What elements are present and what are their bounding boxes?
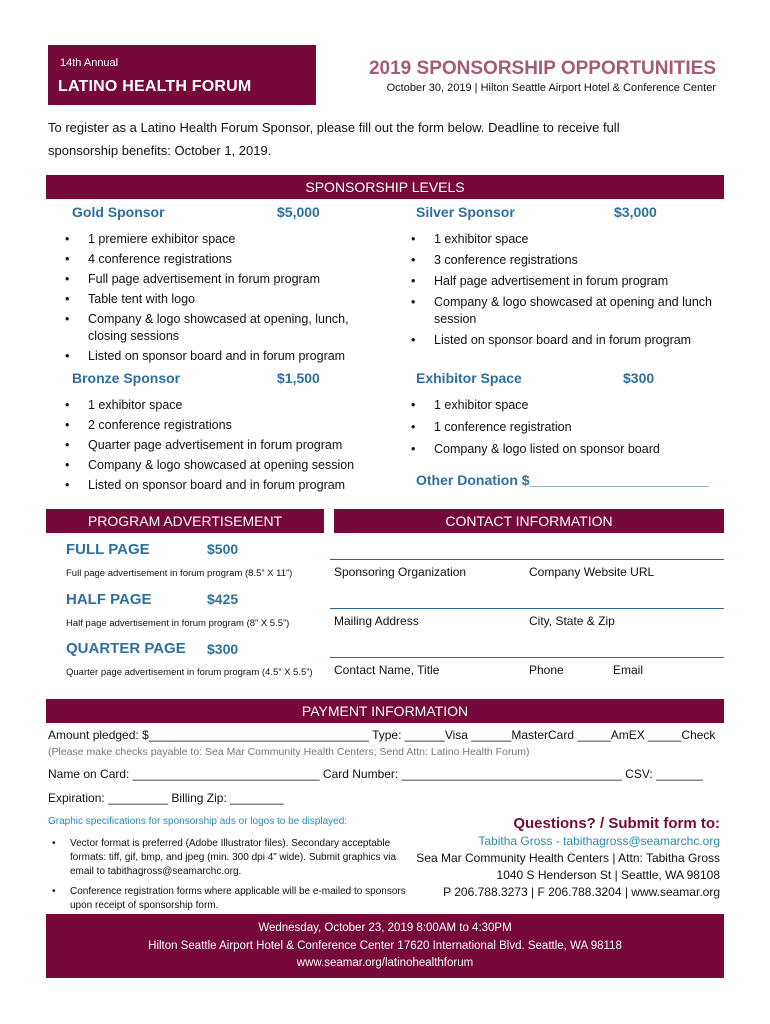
event-badge — [48, 45, 316, 105]
gold-benefits-list — [48, 231, 368, 368]
gold-sponsor-price: $5,000 — [277, 204, 320, 220]
event-subtitle: October 30, 2019 | Hilton Seattle Airport Hotel & Conference Center — [386, 82, 716, 94]
graphics-spec-list — [48, 837, 418, 919]
amount-pledged-line[interactable]: Amount pledged: $_________________________________ Type: ______Visa ______MasterCard _____AmEX _____Check — [48, 728, 716, 742]
list-item: • 1 exhibitor space — [48, 397, 378, 414]
questions-heading: Questions? / Submit form to: — [513, 815, 720, 832]
list-item: • Listed on sponsor board and in forum program — [48, 348, 368, 365]
footer-venue: Hilton Seattle Airport Hotel & Conference Center 17620 International Blvd. Seattle, WA 98118 — [148, 940, 622, 952]
phone-label: Phone — [529, 663, 564, 677]
quarter-page-ad-price: $300 — [207, 641, 239, 657]
quarter-page-ad-desc: Quarter page advertisement in forum program (4.5” X 5.5”) — [66, 667, 313, 678]
list-item: • 1 premiere exhibitor space — [48, 231, 368, 248]
payment-info-heading: PAYMENT INFORMATION — [46, 699, 724, 723]
intro-line-1: To register as a Latino Health Forum Sponsor, please fill out the form below. Deadline to receive full — [48, 120, 620, 135]
city-label: City, State & Zip — [529, 614, 615, 628]
full-page-ad-title: FULL PAGE — [66, 541, 150, 558]
half-page-ad-title: HALF PAGE — [66, 591, 152, 608]
contact-name-label: Contact Name, Title — [334, 663, 440, 677]
silver-sponsor-title: Silver Sponsor — [416, 204, 515, 220]
questions-contact-email[interactable]: Tabitha Gross - tabithagross@seamarchc.org — [478, 834, 720, 848]
questions-org: Sea Mar Community Health Centers | Attn: Tabitha Gross — [416, 851, 720, 865]
exhibitor-benefits-list — [394, 397, 724, 461]
quarter-page-ad-title: QUARTER PAGE — [66, 640, 186, 657]
page-title: 2019 SPONSORSHIP OPPORTUNITIES — [368, 58, 716, 79]
list-item: • Quarter page advertisement in forum program — [48, 437, 378, 454]
exhibitor-space-title: Exhibitor Space — [416, 370, 522, 386]
gold-sponsor-title: Gold Sponsor — [72, 204, 165, 220]
half-page-ad-desc: Half page advertisement in forum program (8” X 5.5”) — [66, 618, 290, 629]
edition-label: 14th Annual — [60, 57, 119, 69]
card-details-line[interactable]: Name on Card: ____________________________ Card Number: _________________________________ CSV: _______ — [48, 767, 703, 781]
list-item: • 3 conference registrations — [394, 252, 724, 269]
full-page-ad-desc: Full page advertisement in forum program (8.5” X 11”) — [66, 568, 293, 579]
sponsorship-levels-heading: SPONSORSHIP LEVELS — [46, 175, 724, 199]
expiration-line[interactable]: Expiration: _________ Billing Zip: ________ — [48, 791, 284, 805]
list-item: • Half page advertisement in forum program — [394, 273, 724, 290]
list-item: • Company & logo showcased at opening session — [48, 457, 378, 474]
website-label: Company Website URL — [529, 565, 655, 579]
list-item: • Full page advertisement in forum program — [48, 271, 368, 288]
org-website-input-line[interactable] — [330, 559, 724, 560]
list-item: • Table tent with logo — [48, 291, 368, 308]
event-name: LATINO HEALTH FORUM — [58, 78, 252, 95]
list-item: • 2 conference registrations — [48, 417, 378, 434]
list-item: • Company & logo showcased at opening, lunch, closing sessions — [48, 311, 368, 345]
bronze-benefits-list — [48, 397, 378, 497]
contact-name-input-line[interactable] — [330, 657, 724, 658]
list-item: • 1 exhibitor space — [394, 397, 724, 414]
list-item: • 4 conference registrations — [48, 251, 368, 268]
silver-benefits-list — [394, 231, 724, 352]
list-item: • Listed on sponsor board and in forum program — [48, 477, 378, 494]
silver-sponsor-price: $3,000 — [614, 204, 657, 220]
list-item: • Conference registration forms where applicable will be e-mailed to sponsors upon receipt of sponsorship form. — [48, 885, 418, 913]
graphics-spec-heading: Graphic specifications for sponsorship ads or logos to be displayed: — [48, 816, 348, 827]
bronze-sponsor-price: $1,500 — [277, 370, 320, 386]
list-item: • 1 conference registration — [394, 419, 724, 436]
list-item: • Company & logo showcased at opening and lunch session — [394, 294, 724, 328]
address-input-line[interactable] — [330, 608, 724, 609]
footer-band — [46, 914, 724, 978]
other-donation-field[interactable]: Other Donation $_______________________ — [416, 472, 709, 488]
contact-info-heading: CONTACT INFORMATION — [334, 509, 724, 533]
list-item: • Company & logo listed on sponsor board — [394, 441, 724, 458]
questions-address: 1040 S Henderson St | Seattle, WA 98108 — [496, 868, 720, 882]
list-item: • Vector format is preferred (Adobe Illustrator files). Secondary acceptable formats: tiff, gif, bmp, and jpeg (min. 300 dpi 4” wide). Submit graphics via email to tabithagross@seamarchc.org. — [48, 837, 418, 879]
questions-phone-web: P 206.788.3273 | F 206.788.3204 | www.seamar.org — [443, 885, 720, 899]
footer-website[interactable]: www.seamar.org/latinohealthforum — [296, 957, 474, 969]
list-item: • 1 exhibitor space — [394, 231, 724, 248]
full-page-ad-price: $500 — [207, 541, 239, 557]
bronze-sponsor-title: Bronze Sponsor — [72, 370, 181, 386]
org-label: Sponsoring Organization — [334, 565, 467, 579]
intro-line-2: sponsorship benefits: October 1, 2019. — [48, 143, 272, 158]
footer-date: Wednesday, October 23, 2019 8:00AM to 4:30PM — [258, 922, 512, 934]
program-ad-heading: PROGRAM ADVERTISEMENT — [46, 509, 324, 533]
address-label: Mailing Address — [334, 614, 419, 628]
exhibitor-space-price: $300 — [623, 370, 655, 386]
list-item: • Listed on sponsor board and in forum program — [394, 332, 724, 349]
email-label: Email — [613, 663, 644, 677]
half-page-ad-price: $425 — [207, 591, 239, 607]
checks-payable-note: (Please make checks payable to: Sea Mar Community Health Centers; Send Attn: Latino Health Forum) — [48, 746, 530, 758]
